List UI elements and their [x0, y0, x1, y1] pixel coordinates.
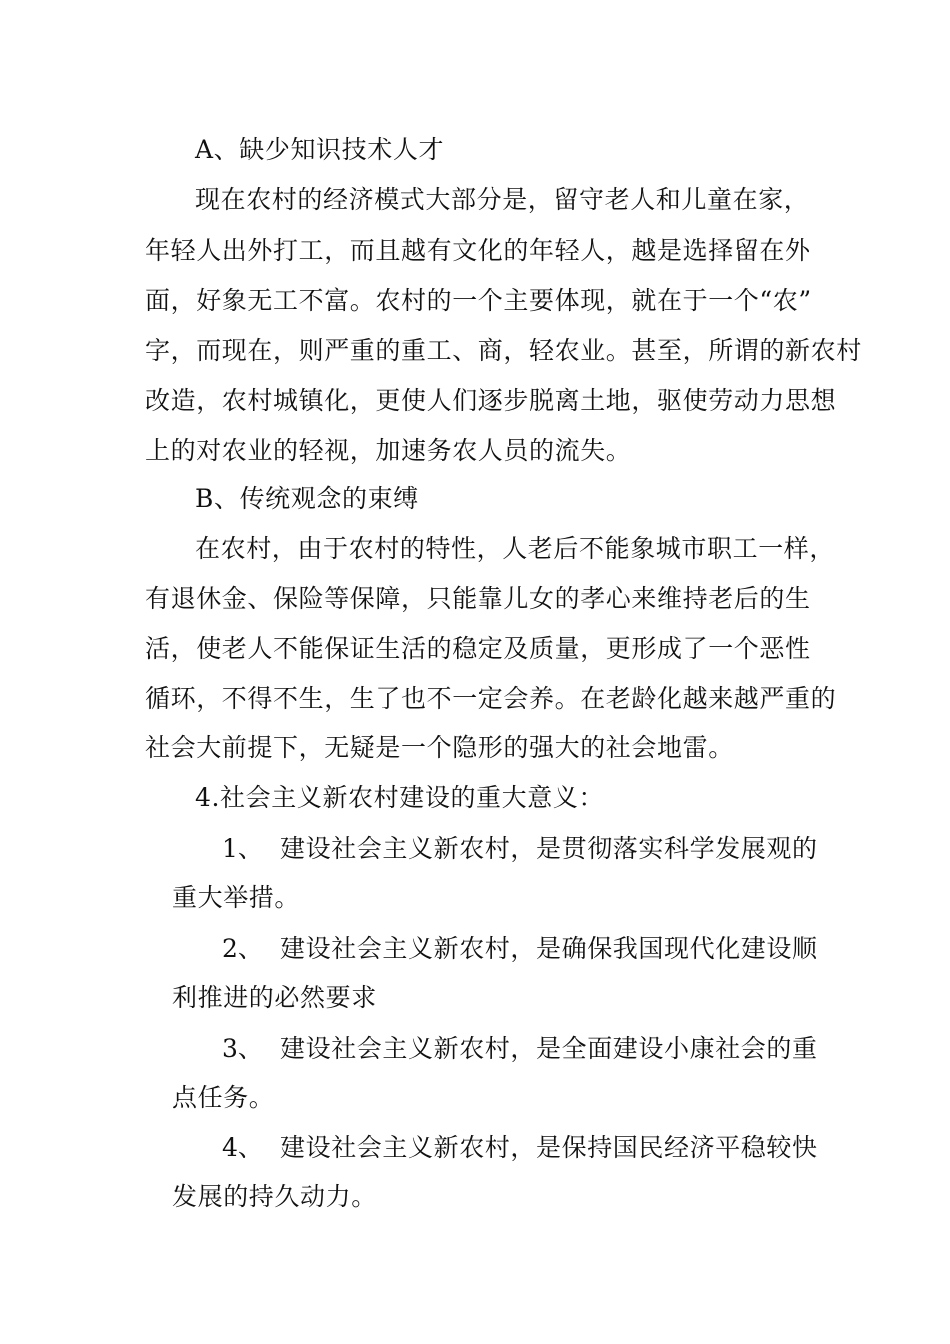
- list-item-text: 建设社会主义新农村，是保持国民经济平稳较快: [280, 1133, 818, 1162]
- paragraph-line: 有退休金、保险等保障，只能靠儿女的孝心来维持老后的生: [145, 584, 811, 613]
- paragraph-line: 字，而现在，则严重的重工、商，轻农业。甚至，所谓的新农村: [145, 336, 862, 365]
- list-item-continuation: 点任务。: [172, 1083, 275, 1112]
- list-item-number: 2、: [222, 934, 263, 963]
- section-4-heading: 4.社会主义新农村建设的重大意义：: [195, 783, 605, 812]
- section-a-heading: A、缺少知识技术人才: [195, 135, 445, 164]
- list-item-text: 建设社会主义新农村，是贯彻落实科学发展观的: [280, 834, 818, 863]
- paragraph-line: 面，好象无工不富。农村的一个主要体现，就在于一个“农”: [145, 286, 812, 315]
- list-item-continuation: 利推进的必然要求: [172, 983, 377, 1012]
- paragraph-line: 社会大前提下，无疑是一个隐形的强大的社会地雷。: [145, 733, 734, 762]
- paragraph-line: 现在农村的经济模式大部分是，留守老人和儿童在家，: [195, 185, 810, 214]
- list-item-continuation: 发展的持久动力。: [172, 1182, 377, 1211]
- list-item-number: 4、: [222, 1133, 263, 1162]
- paragraph-line: 活，使老人不能保证生活的稳定及质量，更形成了一个恶性: [145, 634, 811, 663]
- paragraph-line: 上的对农业的轻视，加速务农人员的流失。: [145, 436, 632, 465]
- list-item-number: 1、: [222, 834, 263, 863]
- paragraph-line: 循环，不得不生，生了也不一定会养。在老龄化越来越严重的: [145, 684, 837, 713]
- paragraph-line: 年轻人出外打工，而且越有文化的年轻人，越是选择留在外: [145, 236, 811, 265]
- section-b-heading: B、传统观念的束缚: [195, 484, 419, 513]
- list-item-continuation: 重大举措。: [172, 883, 301, 912]
- list-item-text: 建设社会主义新农村，是全面建设小康社会的重: [280, 1034, 818, 1063]
- paragraph-line: 在农村，由于农村的特性，人老后不能象城市职工一样，: [195, 534, 836, 563]
- list-item-text: 建设社会主义新农村，是确保我国现代化建设顺: [280, 934, 818, 963]
- list-item-number: 3、: [222, 1034, 263, 1063]
- paragraph-line: 改造，农村城镇化，更使人们逐步脱离土地，驱使劳动力思想: [145, 386, 837, 415]
